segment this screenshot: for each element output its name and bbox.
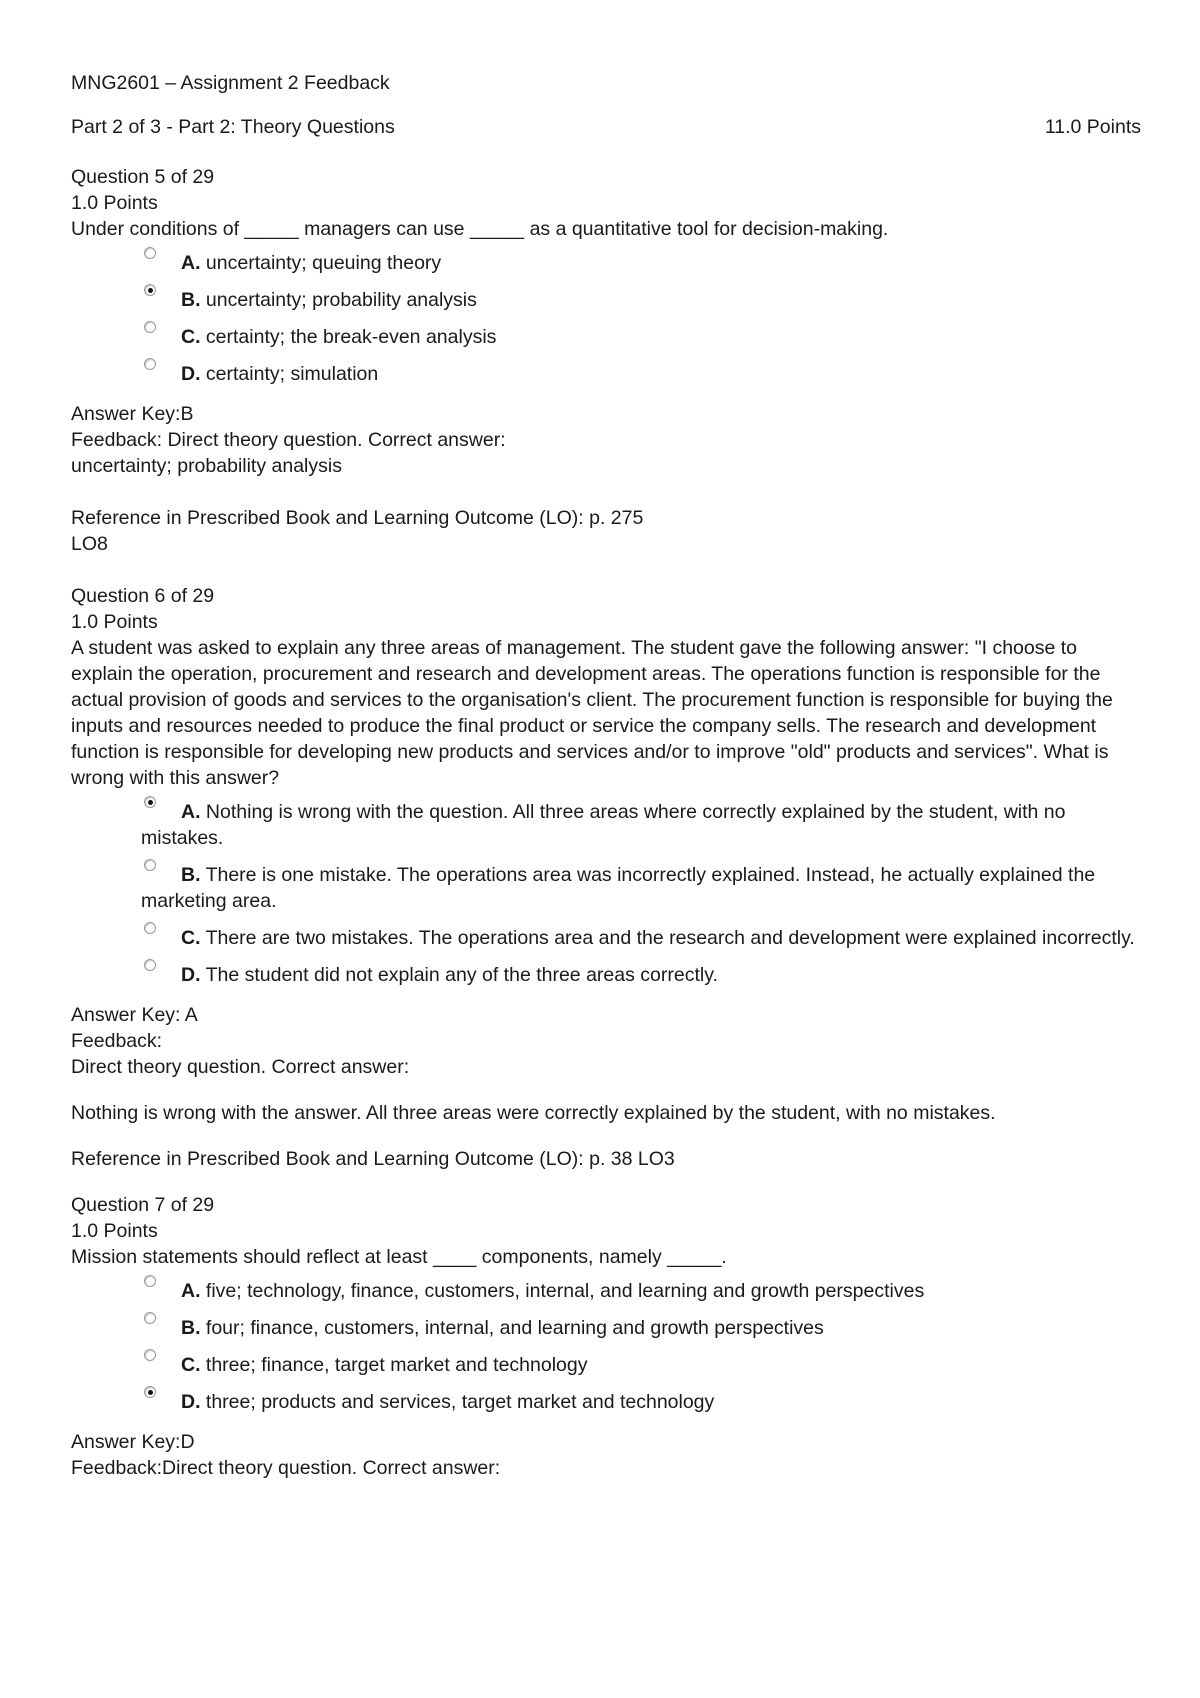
answer-options bbox=[71, 799, 1141, 988]
radio-button[interactable] bbox=[144, 1312, 156, 1324]
part-header bbox=[71, 114, 1141, 140]
radio-button-selected[interactable] bbox=[144, 1386, 156, 1398]
option-letter: C. bbox=[181, 927, 201, 949]
answer-feedback bbox=[71, 401, 1141, 557]
option-a[interactable] bbox=[141, 799, 1141, 851]
option-letter: C. bbox=[181, 1354, 201, 1376]
feedback-text: Direct theory question. Correct answer: bbox=[71, 1056, 410, 1078]
radio-button[interactable] bbox=[144, 959, 156, 971]
answer-feedback bbox=[71, 1002, 1141, 1172]
radio-button[interactable] bbox=[144, 321, 156, 333]
correct-answer: uncertainty; probability analysis bbox=[71, 455, 342, 477]
question-heading: Question 6 of 29 bbox=[71, 585, 215, 607]
question-5 bbox=[71, 164, 1141, 557]
option-d[interactable] bbox=[141, 1389, 1141, 1415]
option-letter: D. bbox=[181, 363, 201, 385]
option-text: certainty; simulation bbox=[200, 363, 379, 385]
reference: Reference in Prescribed Book and Learning Outcome (LO): p. 275 bbox=[71, 507, 644, 529]
option-letter: A. bbox=[181, 252, 201, 274]
feedback-text: Feedback:Direct theory question. Correct answer: bbox=[71, 1457, 501, 1479]
option-text: certainty; the break-even analysis bbox=[200, 326, 497, 348]
question-text: A student was asked to explain any three areas of management. The student gave the following answer: "I choose to explain the operation, procurement and research and development areas. The operations function is responsible for the actual provision of goods and services to the organisation's client. The procurement function is responsible for buying the inputs and resources needed to produce the final product or service the company sells. The research and development function is responsible for developing new products and services and/or to improve "old" products and services". What is wrong with this answer? bbox=[71, 637, 1113, 789]
option-letter: B. bbox=[181, 864, 201, 886]
option-text: The student did not explain any of the three areas correctly. bbox=[200, 964, 718, 986]
question-7 bbox=[71, 1192, 1141, 1481]
option-letter: A. bbox=[181, 1280, 201, 1302]
option-letter: A. bbox=[181, 801, 201, 823]
option-letter: B. bbox=[181, 289, 201, 311]
option-text: five; technology, finance, customers, internal, and learning and growth perspectives bbox=[200, 1280, 925, 1302]
option-c[interactable] bbox=[141, 324, 1141, 350]
question-text: Mission statements should reflect at least ____ components, namely _____. bbox=[71, 1246, 727, 1268]
radio-button[interactable] bbox=[144, 1349, 156, 1361]
option-text: four; finance, customers, internal, and learning and growth perspectives bbox=[200, 1317, 824, 1339]
part-points: 11.0 Points bbox=[1044, 116, 1141, 138]
option-letter: D. bbox=[181, 1391, 201, 1413]
option-a[interactable] bbox=[141, 250, 1141, 276]
option-text: Nothing is wrong with the question. All three areas where correctly explained by the student, with no mistakes. bbox=[141, 801, 1066, 849]
question-points: 1.0 Points bbox=[71, 1220, 158, 1242]
answer-options bbox=[71, 1278, 1141, 1415]
document bbox=[71, 70, 1141, 1481]
correct-answer: Nothing is wrong with the answer. All three areas were correctly explained by the student, with no mistakes. bbox=[71, 1102, 996, 1124]
reference: Reference in Prescribed Book and Learning Outcome (LO): p. 38 LO3 bbox=[71, 1148, 675, 1170]
answer-key: Answer Key:D bbox=[71, 1431, 195, 1453]
radio-button[interactable] bbox=[144, 922, 156, 934]
option-text: three; products and services, target market and technology bbox=[200, 1391, 715, 1413]
learning-outcome: LO8 bbox=[71, 533, 108, 555]
question-points: 1.0 Points bbox=[71, 611, 158, 633]
radio-button[interactable] bbox=[144, 1275, 156, 1287]
question-text: Under conditions of _____ managers can use _____ as a quantitative tool for decision-making. bbox=[71, 218, 889, 240]
radio-button[interactable] bbox=[144, 358, 156, 370]
option-d[interactable] bbox=[141, 962, 1141, 988]
feedback-text: Feedback: Direct theory question. Correct answer: bbox=[71, 429, 506, 451]
option-c[interactable] bbox=[141, 925, 1141, 951]
part-label: Part 2 of 3 - Part 2: Theory Questions bbox=[71, 116, 395, 138]
option-letter: C. bbox=[181, 326, 201, 348]
option-b[interactable] bbox=[141, 1315, 1141, 1341]
option-d[interactable] bbox=[141, 361, 1141, 387]
answer-options bbox=[71, 250, 1141, 387]
option-letter: D. bbox=[181, 964, 201, 986]
option-b[interactable] bbox=[141, 287, 1141, 313]
radio-button[interactable] bbox=[144, 247, 156, 259]
feedback-label: Feedback: bbox=[71, 1030, 163, 1052]
option-text: There are two mistakes. The operations area and the research and development were explained incorrectly. bbox=[200, 927, 1135, 949]
question-heading: Question 5 of 29 bbox=[71, 166, 215, 188]
option-a[interactable] bbox=[141, 1278, 1141, 1304]
radio-button-selected[interactable] bbox=[144, 284, 156, 296]
option-c[interactable] bbox=[141, 1352, 1141, 1378]
option-letter: B. bbox=[181, 1317, 201, 1339]
answer-key: Answer Key:B bbox=[71, 403, 194, 425]
option-text: three; finance, target market and technology bbox=[200, 1354, 588, 1376]
question-heading: Question 7 of 29 bbox=[71, 1194, 215, 1216]
option-b[interactable] bbox=[141, 862, 1141, 914]
question-points: 1.0 Points bbox=[71, 192, 158, 214]
radio-button-selected[interactable] bbox=[144, 796, 156, 808]
answer-feedback bbox=[71, 1429, 1141, 1481]
document-title: MNG2601 – Assignment 2 Feedback bbox=[71, 72, 390, 94]
question-6 bbox=[71, 583, 1141, 1172]
radio-button[interactable] bbox=[144, 859, 156, 871]
option-text: uncertainty; probability analysis bbox=[200, 289, 477, 311]
answer-key: Answer Key: A bbox=[71, 1004, 198, 1026]
option-text: There is one mistake. The operations area was incorrectly explained. Instead, he actually explained the marketing area. bbox=[141, 864, 1096, 912]
option-text: uncertainty; queuing theory bbox=[200, 252, 442, 274]
